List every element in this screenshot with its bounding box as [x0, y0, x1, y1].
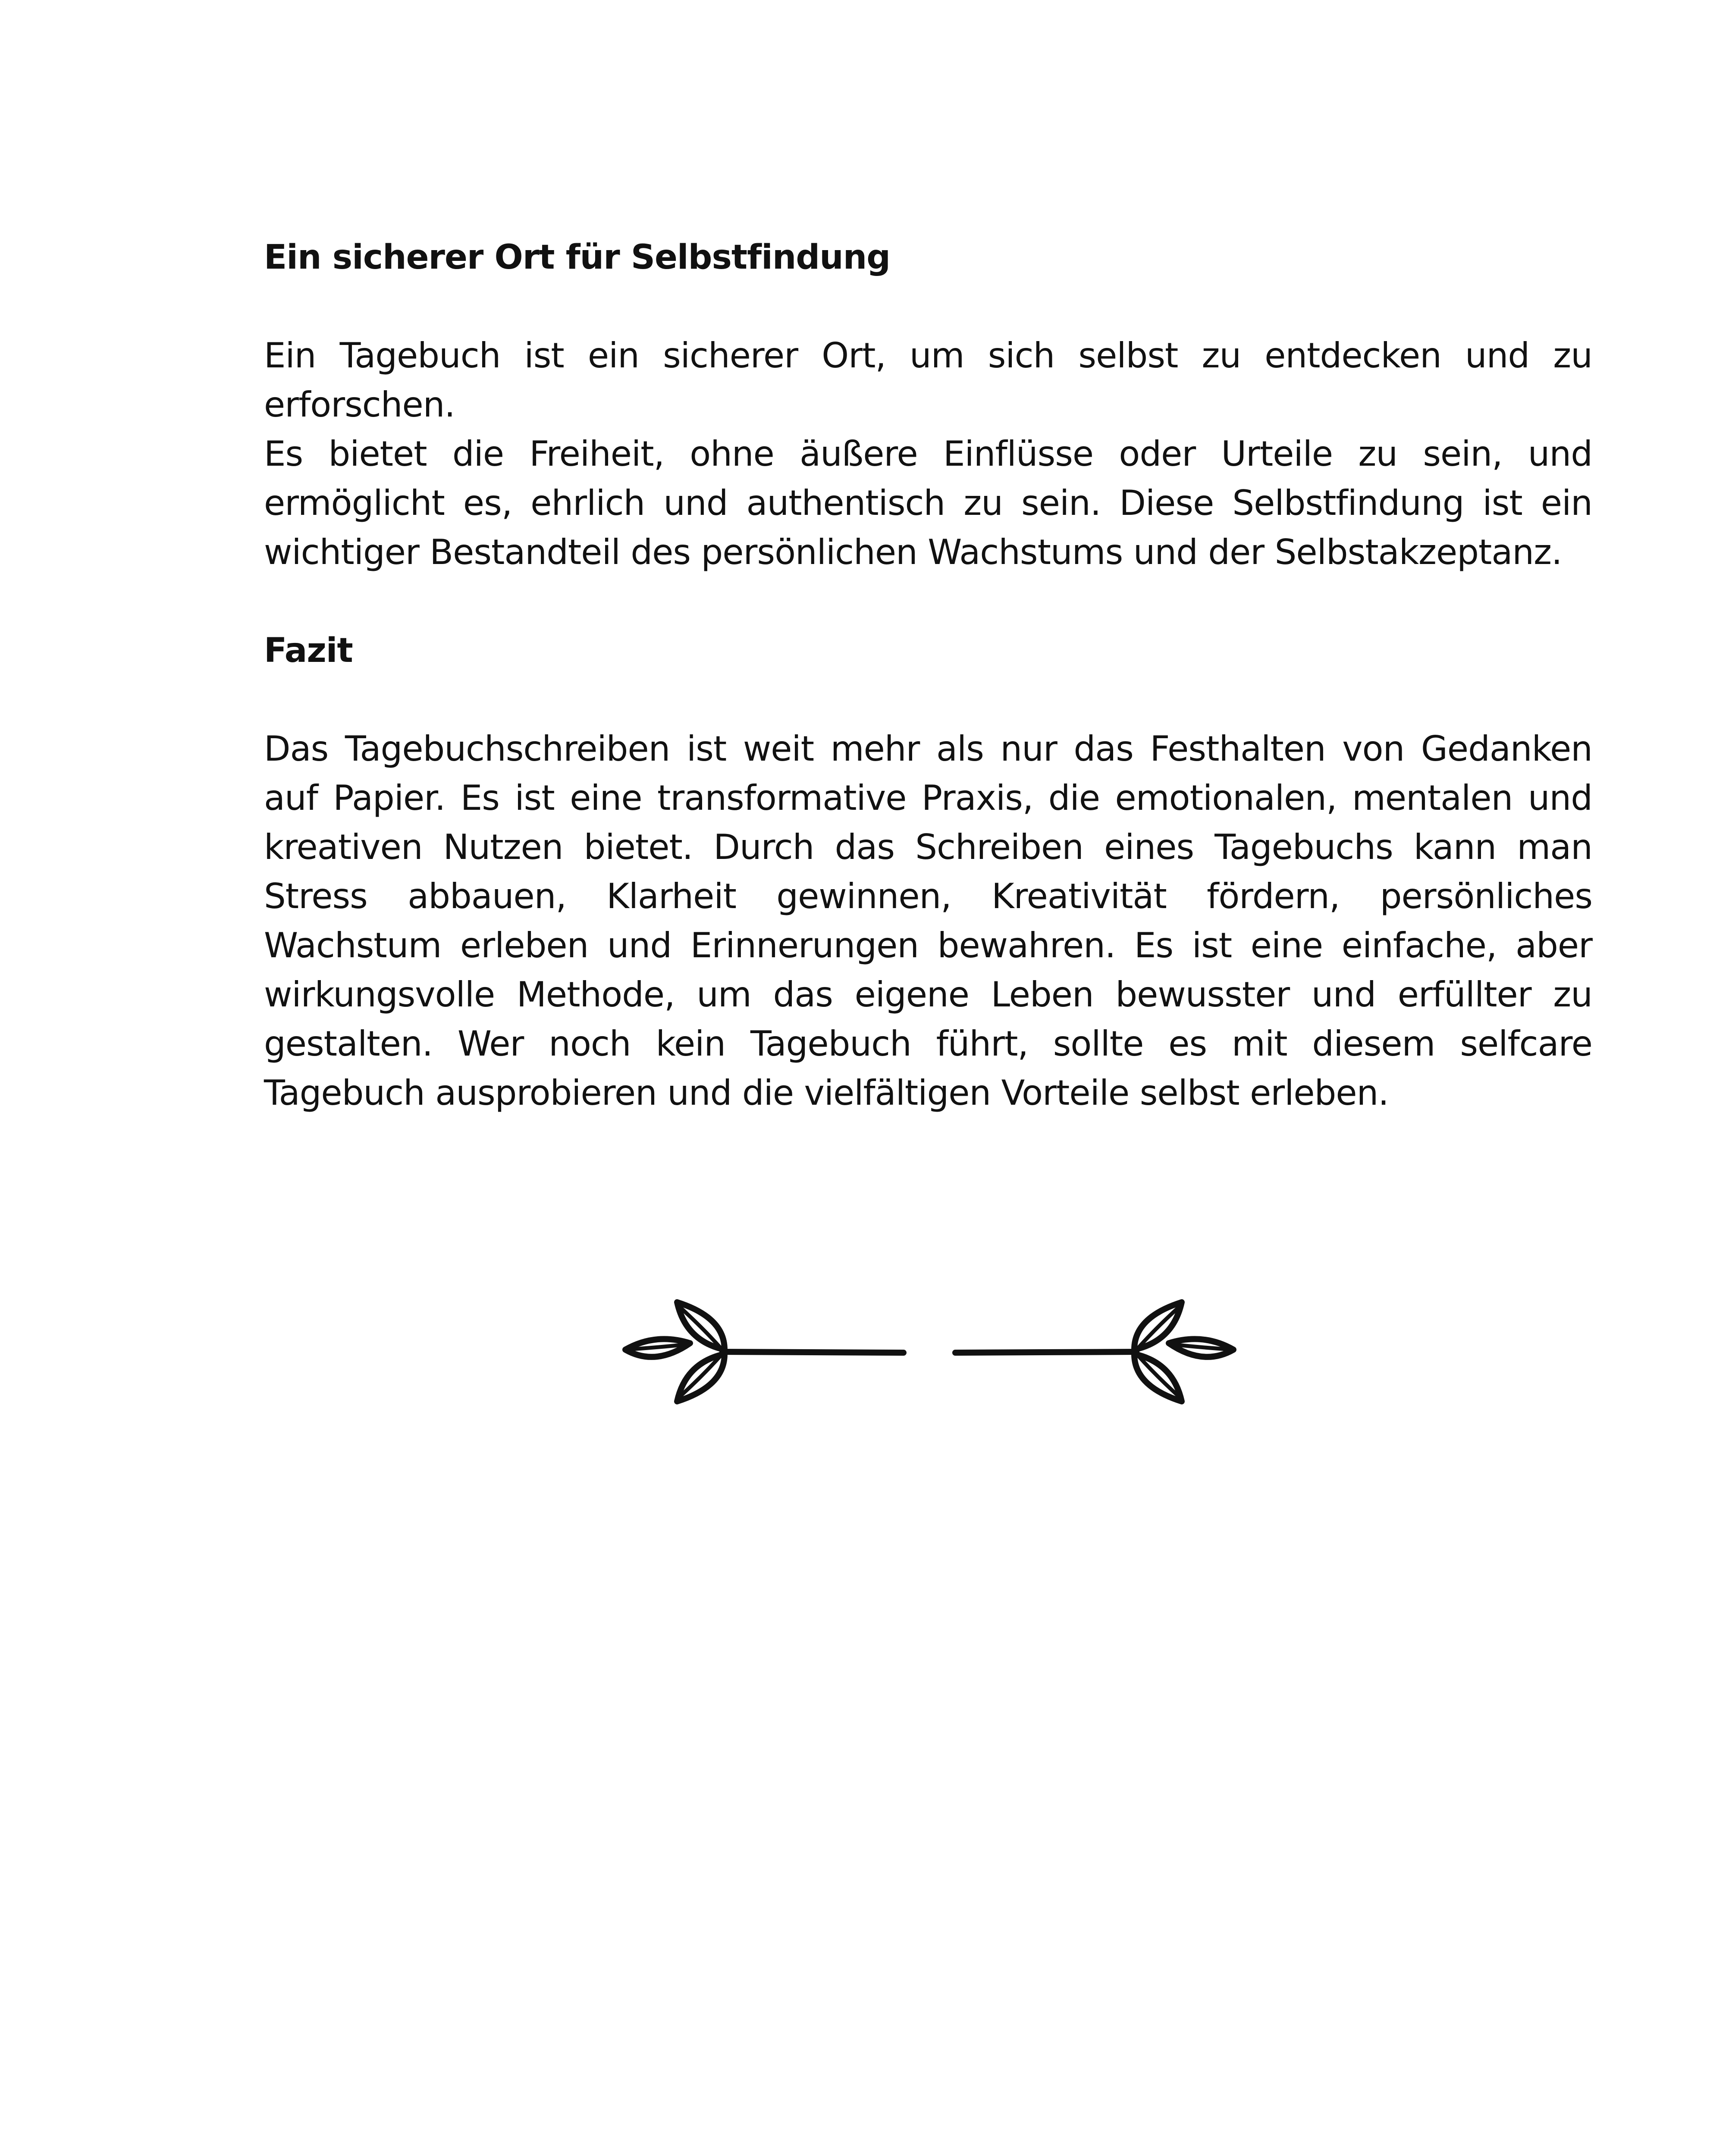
section-heading-selbstfindung: Ein sicherer Ort für Selbstfindung: [264, 238, 891, 277]
paragraph-selbstfindung-2: Es bietet die Freiheit, ohne äußere Einflüsse oder Urteile zu sein, und ermöglicht es, ehrlich und authentisch zu sein. Diese Selbstfindung ist ein wichtiger Bestandteil des persönlichen Wachstums und der Selbstakzeptanz.: [264, 434, 1592, 572]
leaf-divider-icon: [617, 1294, 1242, 1410]
section-heading-fazit: Fazit: [264, 631, 353, 670]
paragraph-fazit: Das Tagebuchschreiben ist weit mehr als nur das Festhalten von Gedanken auf Papier. Es ist eine transformative Praxis, die emotionalen, mentalen und kreativen Nutzen bietet. Durch das Schreiben eines Tagebuchs kann man Stress abbauen, Klarheit gewinnen, Kreativität fördern, persönliches Wachstum erleben und Erinnerungen bewahren. Es ist eine einfache, aber wirkungsvolle Methode, um das eigene Leben bewusster und erfüllter zu gestalten. Wer noch kein Tagebuch führt, sollte es mit diesem selfcare Tagebuch ausprobieren und die vielfältigen Vorteile selbst erleben.: [264, 729, 1592, 1113]
document-content: [264, 233, 1592, 1118]
paragraph-selbstfindung-1: Ein Tagebuch ist ein sicherer Ort, um sich selbst zu entdecken und zu erforschen.: [264, 335, 1592, 425]
